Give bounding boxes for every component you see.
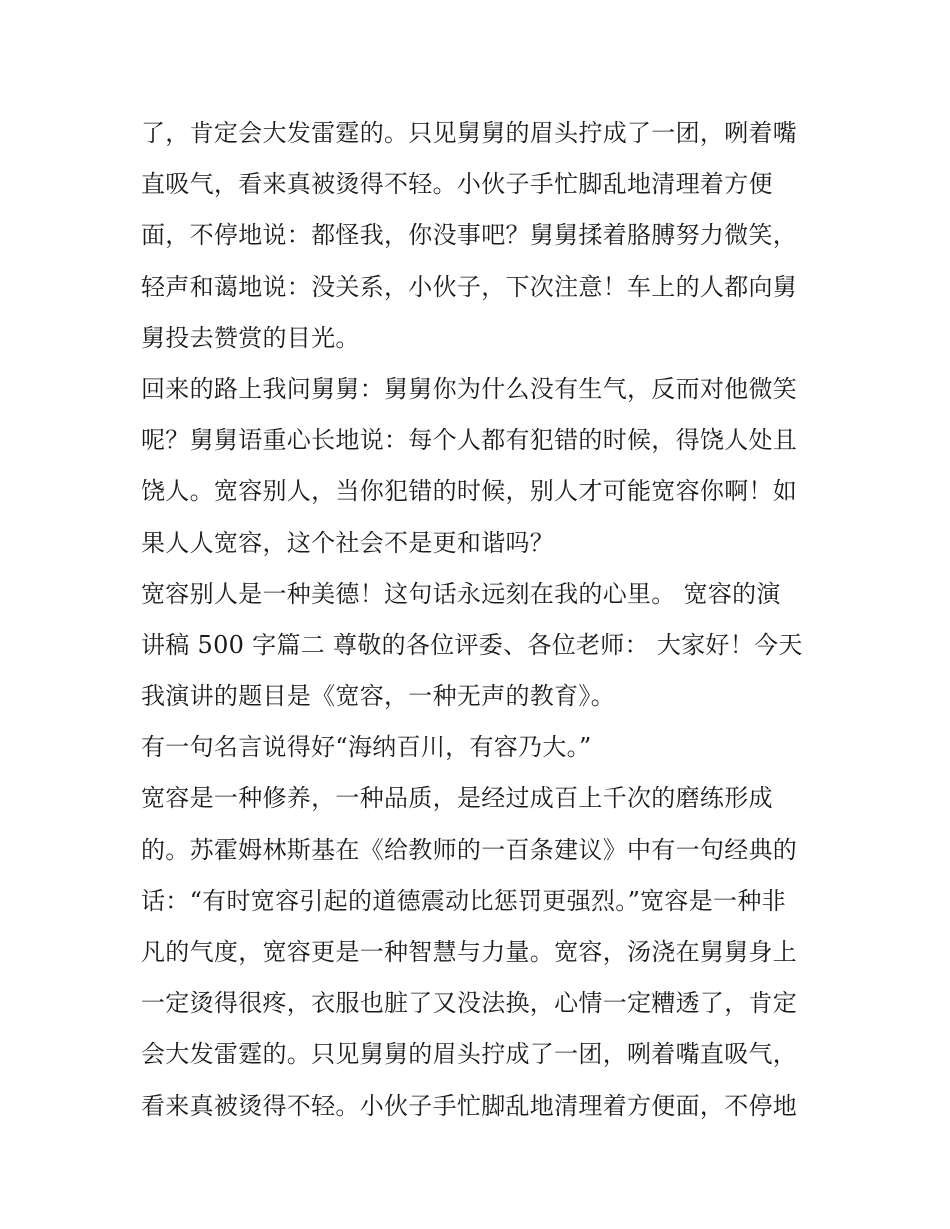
text-line: 凡的气度，宽容更是一种智慧与力量。宽容，汤浇在舅舅身上: [141, 938, 798, 966]
text-line: 看来真被烫得不轻。小伙子手忙脚乱地清理着方便面，不停地: [141, 1091, 798, 1120]
text-line: 呢？舅舅语重心长地说：每个人都有犯错的时候，得饶人处且: [141, 426, 798, 455]
text-line: 宽容是一种修养，一种品质，是经过成百上千次的磨练形成: [141, 784, 773, 813]
text-line: 我演讲的题目是《宽容，一种无声的教育》。: [141, 682, 615, 711]
body-text: [141, 108, 821, 1132]
text-line: 了，肯定会大发雷霆的。只见舅舅的眉头拧成了一团，咧着嘴: [141, 119, 798, 147]
text-line: 饶人。宽容别人，当你犯错的时候，别人才可能宽容你啊！如: [141, 477, 798, 506]
text-line: 舅投去赞赏的目光。: [141, 323, 360, 352]
text-line: 会大发雷霆的。只见舅舅的眉头拧成了一团，咧着嘴直吸气，: [141, 1040, 798, 1069]
text-line: 讲稿 500 字篇二 尊敬的各位评委、各位老师： 大家好！今天: [141, 630, 803, 659]
text-line: 一定烫得很疼，衣服也脏了又没法换，心情一定糟透了，肯定: [141, 989, 798, 1018]
text-line: 有一句名言说得好“海纳百川，有容乃大。”: [141, 733, 592, 762]
text-line: 的。苏霍姆林斯基在《给教师的一百条建议》中有一句经典的: [141, 835, 798, 864]
text-line: 宽容别人是一种美德！这句话永远刻在我的心里。 宽容的演: [141, 579, 781, 608]
text-line: 果人人宽容，这个社会不是更和谐吗？: [141, 528, 555, 557]
text-line: 面，不停地说：都怪我，你没事吧？舅舅揉着胳膊努力微笑，: [141, 221, 798, 250]
text-line: 话：“有时宽容引起的道德震动比惩罚更强烈。”宽容是一种非: [141, 886, 786, 915]
text-line: 轻声和蔼地说：没关系，小伙子，下次注意！车上的人都向舅: [141, 272, 798, 301]
text-line: 直吸气，看来真被烫得不轻。小伙子手忙脚乱地清理着方便: [141, 170, 773, 199]
text-line: 回来的路上我问舅舅：舅舅你为什么没有生气，反而对他微笑: [141, 374, 798, 403]
